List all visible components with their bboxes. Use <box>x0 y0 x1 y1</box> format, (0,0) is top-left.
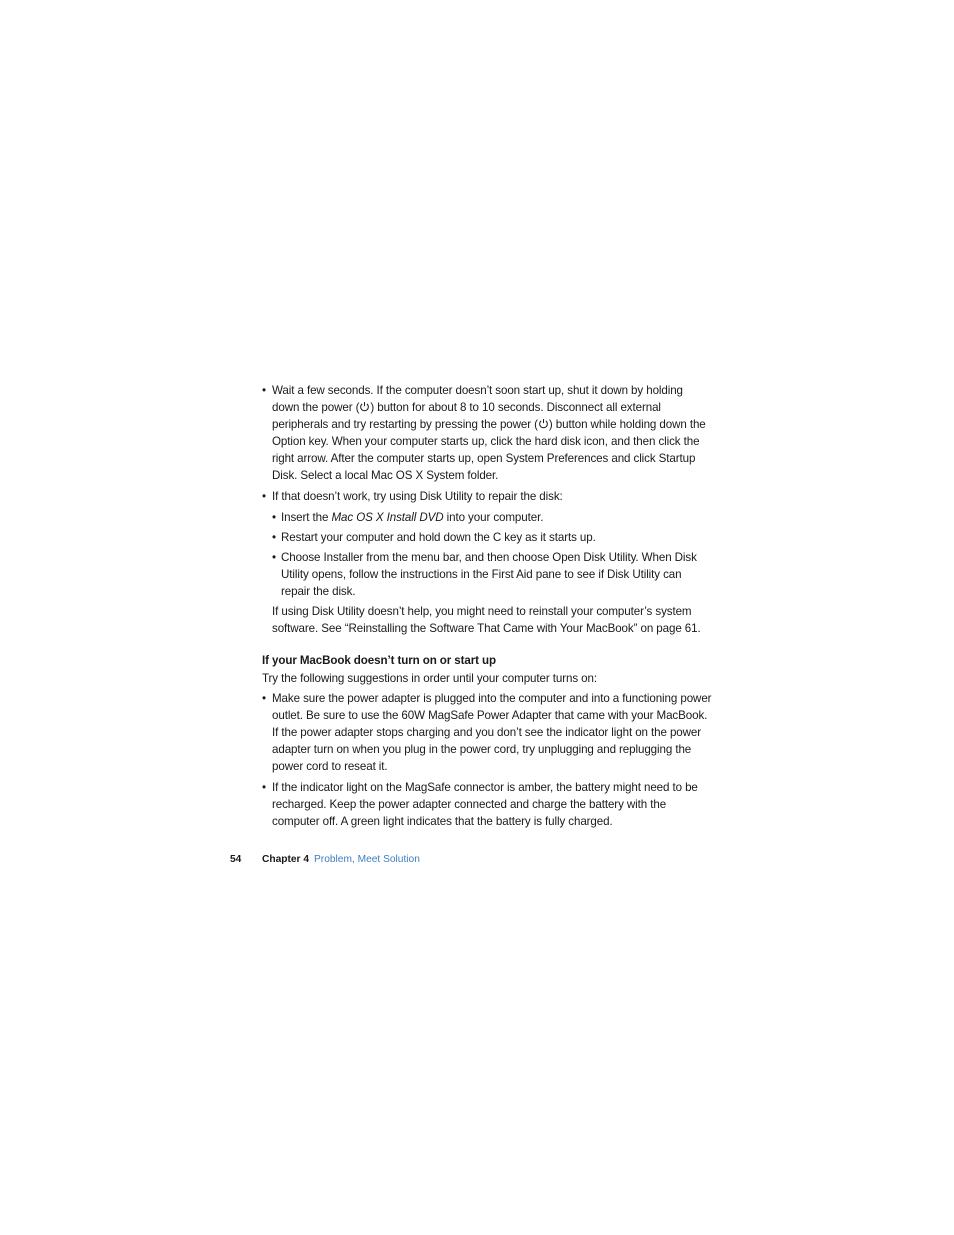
list-item-disk-utility <box>262 488 712 505</box>
page-footer <box>230 853 420 867</box>
text-wait-c: ) button while holding down the Option key. When your computer starts up, click the hard disk icon, and then click the right arrow. After the computer starts up, open System Preferences and click Startup Disk. Select a local Mac OS X System folder. <box>272 418 706 482</box>
text-wait-a: Wait a few seconds. If the computer doesn’t soon start up, shut it down by holding down the power ( <box>272 384 683 414</box>
list-item-choose-installer <box>272 549 712 600</box>
list-item-indicator-light <box>262 779 712 830</box>
bullet-list-power <box>262 690 712 830</box>
list-item-power-adapter <box>262 690 712 775</box>
text-choose-installer: Choose Installer from the menu bar, and then choose Open Disk Utility. When Disk Utility opens, follow the instructions in the First Aid pane to see if Disk Utility can repair the disk. <box>281 551 697 598</box>
list-item-restart-c <box>272 529 712 546</box>
text-insert-before: Insert the <box>281 511 332 524</box>
dvd-title: Mac OS X Install DVD <box>331 511 444 524</box>
chapter-label: Chapter 4 <box>262 854 309 865</box>
page-number: 54 <box>230 854 242 865</box>
text-disk-utility: • If that doesn’t work, try using Disk Utility to repair the disk: <box>272 490 563 503</box>
text-power-adapter: Make sure the power adapter is plugged into the computer and into a functioning power outlet. Be sure to use the 60W MagSafe Power Adapter that came with your MacBook. If the power adapter stops charging and you don’t see the indicator light on the power adapter turn on when you plug in the power cord, try unplugging and replugging the power cord to reseat it. <box>272 692 712 773</box>
bullet-list-top <box>262 382 712 505</box>
text-indicator-light: If the indicator light on the MagSafe connector is amber, the battery might need to be recharged. Keep the power adapter connected and charge the battery with the computer off. A green light indicates that the battery is fully charged. <box>272 781 698 828</box>
page-body <box>262 382 712 834</box>
power-icon <box>538 418 549 429</box>
text-wait-b: ) button for about 8 to 10 seconds. Disconnect all external peripherals and try restarting by pressing the power ( <box>272 401 661 431</box>
intro-text: Try the following suggestions in order until your computer turns on: <box>262 672 597 685</box>
text-insert-after: into your computer. <box>443 511 544 524</box>
section-heading: If your MacBook doesn’t turn on or start up <box>262 654 497 667</box>
disk-utility-steps <box>272 509 712 600</box>
list-item-insert-dvd <box>272 509 712 526</box>
power-icon <box>359 401 370 412</box>
chapter-title-link[interactable]: Problem, Meet Solution <box>314 854 420 865</box>
list-item-wait <box>262 382 712 484</box>
reinstall-note: If using Disk Utility doesn’t help, you might need to reinstall your computer’s system software. See “Reinstalling the Software That Came with Your MacBook” on page 61. <box>272 605 701 635</box>
text-restart-c: Restart your computer and hold down the C key as it starts up. <box>281 531 596 544</box>
